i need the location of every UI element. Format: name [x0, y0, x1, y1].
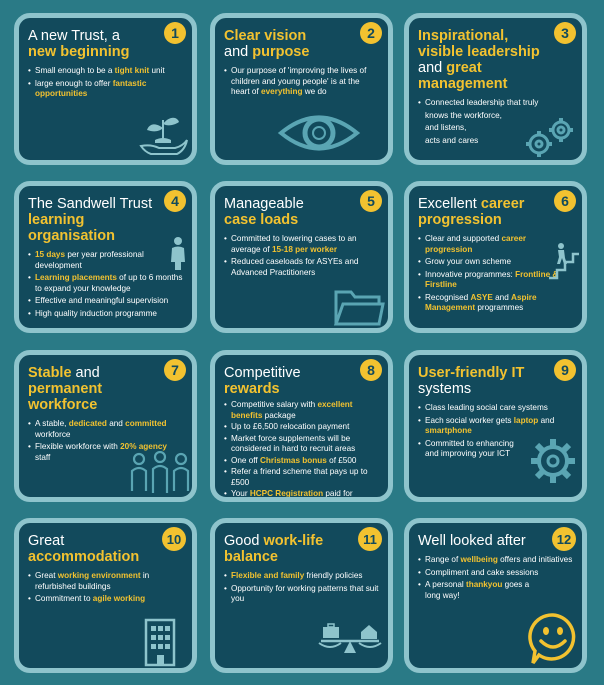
card-title: Good work-life balance	[224, 533, 324, 565]
list-item: • Our purpose of 'improving the lives of children and young people' is at the heart of everything we do	[224, 66, 380, 98]
card-title: The Sandwell Trust learning organisation	[28, 196, 153, 244]
card-case-loads	[210, 181, 393, 333]
card-well-looked-after	[404, 518, 587, 673]
list-item: • Connected leadership that truly	[418, 98, 574, 109]
card-title: Great accommodation	[28, 533, 140, 565]
card-it-systems	[404, 350, 587, 502]
number-badge-11: 11	[358, 527, 382, 551]
card-title: Excellent career progression	[418, 196, 525, 228]
card-stable-workforce	[14, 350, 197, 502]
list-item: • Opportunity for working patterns that suit you	[224, 584, 380, 605]
plant-in-hand-icon	[135, 110, 191, 158]
number-badge-4: 4	[164, 190, 186, 212]
number-badge-2: 2	[360, 22, 382, 44]
list-item: • Great working environment in refurbished buildings	[28, 571, 184, 592]
folder-icon	[333, 286, 385, 328]
list-item: • Compliment and cake sessions	[418, 568, 574, 579]
list-item: • large enough to offer fantastic opportunities	[28, 79, 184, 100]
card-leadership	[404, 13, 587, 165]
number-badge-5: 5	[360, 190, 382, 212]
office-building-icon	[143, 617, 177, 667]
card-title: Clear vision and purpose	[224, 28, 310, 60]
group-of-people-icon	[127, 451, 193, 497]
card-accommodation	[14, 518, 197, 673]
card-title: User-friendly IT systems	[418, 365, 525, 397]
number-badge-10: 10	[162, 527, 186, 551]
card-learning-organisation	[14, 181, 197, 333]
number-badge-1: 1	[164, 22, 186, 44]
list-item: • One off Christmas bonus of £500	[224, 456, 380, 467]
card-title: Manageable case loads	[224, 196, 304, 228]
list-item: • Competitive salary with excellent benefits package	[224, 400, 380, 421]
list-item: • Clear and supported career progression	[418, 234, 574, 255]
number-badge-8: 8	[360, 359, 382, 381]
balance-scale-icon	[317, 619, 383, 661]
card-title: A new Trust, a new beginning	[28, 28, 130, 60]
smiley-face-icon	[527, 611, 579, 665]
list-item: knows the workforce,	[425, 110, 502, 120]
card-new-trust	[14, 13, 197, 165]
gear-icon	[527, 435, 579, 487]
number-badge-7: 7	[164, 359, 186, 381]
list-item: • Committed to lowering cases to an average of 15-18 per worker	[224, 234, 380, 255]
list-item: • A personal thankyou goes a long way!	[418, 580, 535, 601]
list-item: • Small enough to be a tight knit unit	[28, 66, 184, 77]
list-item: • Commitment to agile working	[28, 594, 184, 605]
stairs-climber-icon	[547, 240, 581, 280]
eye-icon	[277, 110, 361, 156]
list-item: • Up to £6,500 relocation payment	[224, 422, 380, 433]
person-reading-icon	[167, 236, 189, 272]
list-item: acts and cares	[425, 135, 479, 145]
gears-icon	[521, 114, 577, 160]
list-item: • Class leading social care systems	[418, 403, 574, 414]
card-career-progression	[404, 181, 587, 333]
card-competitive-rewards	[210, 350, 393, 502]
list-item: • A stable, dedicated and committed workforce	[28, 419, 184, 440]
list-item: • Grow your own scheme	[418, 257, 574, 268]
card-clear-vision	[210, 13, 393, 165]
number-badge-3: 3	[554, 22, 576, 44]
list-item: • 15 days per year professional development	[28, 250, 184, 271]
list-item: • Refer a friend scheme that pays up to £500	[224, 467, 380, 488]
list-item: • Committed to enhancing and improving your ICT	[418, 439, 525, 460]
card-work-life-balance	[210, 518, 393, 673]
card-title: Stable and permanent workforce	[28, 365, 103, 413]
list-item: • Effective and meaningful supervision	[28, 296, 184, 307]
list-item: • Your HCPC Registration paid for	[224, 489, 380, 500]
card-title: Competitive rewards	[224, 365, 301, 397]
card-title: Well looked after	[418, 533, 526, 549]
list-item: • Innovative programmes: Frontline & Firstline	[418, 270, 574, 291]
list-item: • Each social worker gets laptop and smartphone	[418, 416, 574, 437]
list-item: • High quality induction programme	[28, 309, 184, 320]
list-item: • Range of wellbeing offers and initiatives	[418, 555, 574, 566]
list-item: and listens,	[425, 123, 467, 132]
list-item: • Flexible workforce with 20% agency staff	[28, 442, 184, 463]
list-item: • Reduced caseloads for ASYEs and Advanced Practitioners	[224, 257, 380, 278]
number-badge-6: 6	[554, 190, 576, 212]
card-title: Inspirational, visible leadership and great management	[418, 28, 540, 92]
list-item: • Recognised ASYE and Aspire Management programmes	[418, 293, 574, 314]
list-item: • Learning placements of up to 6 months to expand your knowledge	[28, 273, 184, 294]
list-item: • Flexible and family friendly policies	[224, 571, 380, 582]
number-badge-9: 9	[554, 359, 576, 381]
number-badge-12: 12	[552, 527, 576, 551]
list-item: • Market force supplements will be considered in hard to recruit areas	[224, 434, 380, 455]
